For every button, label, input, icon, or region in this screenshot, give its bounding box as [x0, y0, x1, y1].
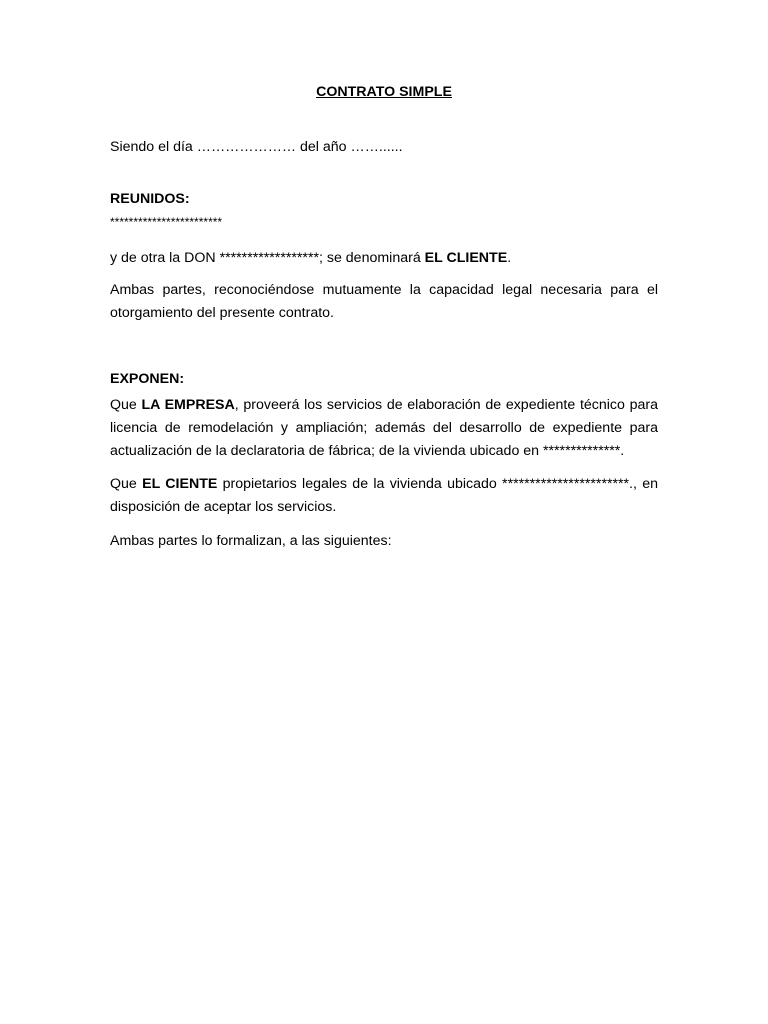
client-line-prefix: y de otra la DON ******************; se denominará — [110, 250, 425, 266]
p1-prefix: Que — [110, 397, 142, 413]
document-title: CONTRATO SIMPLE — [316, 84, 452, 100]
p1-suffix: , proveerá los servicios de elaboración de expediente técnico para licencia de remodelación y ampliación; además del desarrollo de expediente para actualización de la declaratoria de fábrica; de la vivienda ubicado en **************. — [110, 397, 658, 459]
client-line-bold: EL CLIENTE — [424, 250, 508, 266]
exponen-paragraph-1 — [110, 394, 658, 463]
p2-suffix: propietarios legales de la vivienda ubicado ***********************., en disposición de aceptar los servicios. — [110, 476, 659, 515]
exponen-paragraph-3: Ambas partes lo formalizan, a las siguientes: — [110, 533, 392, 549]
p1-bold: LA EMPRESA — [141, 397, 235, 413]
client-line-suffix: . — [507, 250, 512, 266]
client-line — [110, 250, 511, 266]
exponen-paragraph-2 — [110, 473, 658, 519]
ambas-partes-paragraph: Ambas partes, reconociéndose mutuamente la capacidad legal necesaria para el otorgamiento del presente contrato. — [110, 282, 658, 321]
date-line: Siendo el día ………………… del año ……...... — [110, 139, 403, 155]
masked-party: ************************ — [110, 215, 223, 229]
p2-prefix: Que — [110, 476, 143, 492]
exponen-heading: EXPONEN: — [110, 371, 185, 387]
reunidos-heading: REUNIDOS: — [110, 191, 190, 207]
p2-bold: EL CIENTE — [142, 476, 218, 492]
